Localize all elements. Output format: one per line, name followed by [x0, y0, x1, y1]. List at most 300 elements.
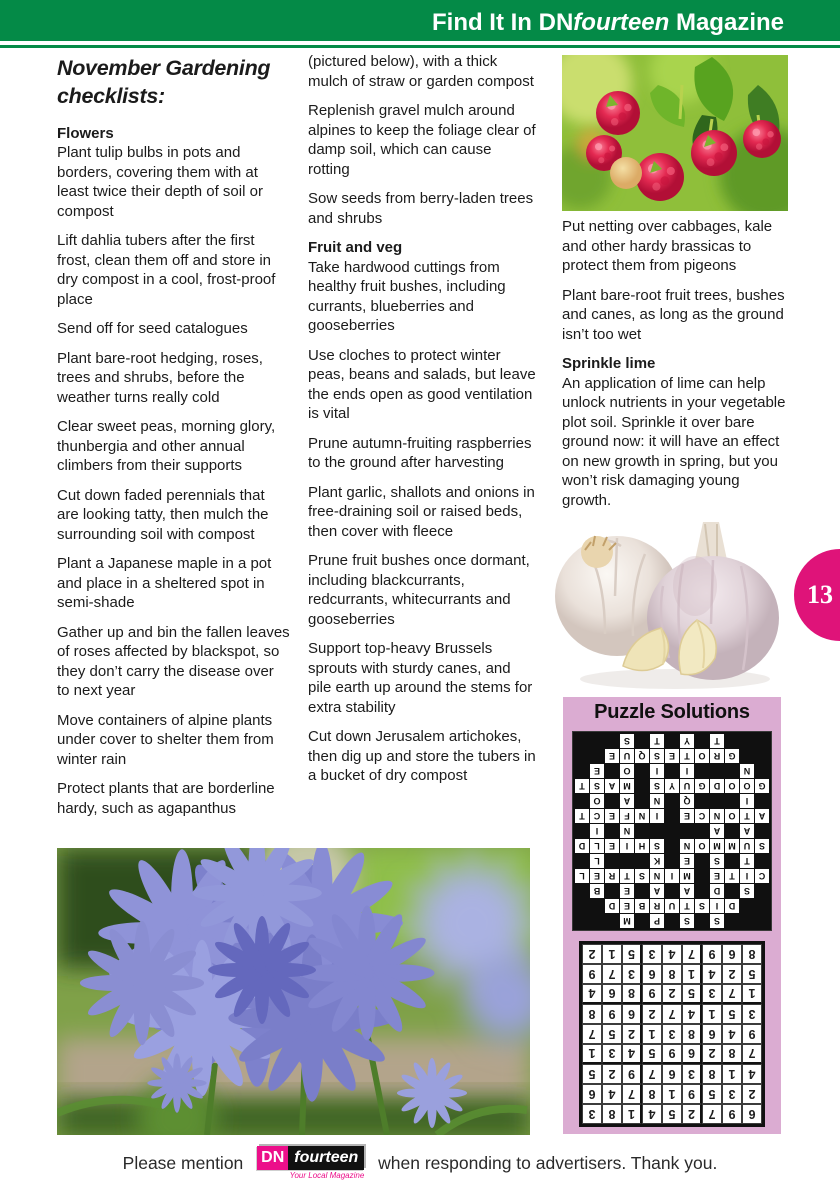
crossword-cell: L — [590, 839, 604, 853]
sudoku-grid — [579, 941, 765, 1127]
crossword-cell: S — [650, 749, 664, 763]
crossword-cell — [590, 914, 604, 928]
crossword-cell: E — [620, 884, 634, 898]
sudoku-cell: 2 — [642, 1004, 662, 1024]
paragraph: Plant garlic, shallots and onions in free-draining soil or raised beds, then cover with fleece — [308, 483, 535, 540]
crossword-cell: S — [710, 914, 724, 928]
sudoku-cell: 8 — [622, 984, 642, 1004]
crossword-cell: N — [635, 809, 649, 823]
crossword-cell: M — [710, 839, 724, 853]
crossword-cell — [575, 734, 589, 748]
dnfourteen-logo — [257, 1146, 364, 1181]
crossword-cell: E — [620, 899, 634, 913]
crossword-cell: E — [590, 764, 604, 778]
crossword-cell — [755, 794, 769, 808]
sudoku-cell: 5 — [642, 1044, 662, 1064]
crossword-cell: C — [590, 809, 604, 823]
sudoku-cell: 2 — [622, 1024, 642, 1044]
crossword-cell — [695, 794, 709, 808]
dnfourteen-logo-boxes — [257, 1146, 364, 1170]
crossword-cell: I — [650, 764, 664, 778]
paragraph: Plant tulip bulbs in pots and borders, covering them with at least twice their depth of soil or compost — [57, 144, 263, 220]
crossword-cell: Q — [680, 794, 694, 808]
crossword-cell — [635, 884, 649, 898]
sudoku-cell: 4 — [702, 964, 722, 984]
sudoku-cell: 7 — [642, 1064, 662, 1084]
crossword-cell: F — [620, 809, 634, 823]
sudoku-cell: 2 — [682, 1104, 702, 1124]
crossword-cell — [605, 824, 619, 838]
footer — [0, 1146, 840, 1181]
crossword-cell: M — [680, 869, 694, 883]
paragraph: Send off for seed catalogues — [57, 320, 248, 338]
sudoku-cell: 7 — [582, 1024, 602, 1044]
crossword-cell: E — [710, 869, 724, 883]
crossword-cell — [635, 854, 649, 868]
sudoku-cell: 2 — [702, 1044, 722, 1064]
logo-dn: DN — [257, 1146, 288, 1170]
crossword-cell: E — [680, 854, 694, 868]
crossword-cell: M — [620, 779, 634, 793]
sudoku-cell: 7 — [682, 944, 702, 964]
sudoku-cell: 1 — [642, 1024, 662, 1044]
sudoku-cell: 7 — [702, 1104, 722, 1124]
crossword-cell: M — [725, 839, 739, 853]
crossword-cell: A — [605, 779, 619, 793]
crossword-cell — [740, 734, 754, 748]
crossword-cell — [590, 734, 604, 748]
crossword-cell: U — [665, 899, 679, 913]
sudoku-cell: 3 — [682, 1064, 702, 1084]
sudoku-cell: 2 — [602, 1064, 622, 1084]
crossword-cell: I — [665, 869, 679, 883]
crossword-cell: O — [740, 779, 754, 793]
sudoku-cell: 2 — [662, 984, 682, 1004]
sudoku-cell: 4 — [622, 1044, 642, 1064]
crossword-cell: T — [650, 734, 664, 748]
sudoku-cell: 6 — [722, 944, 742, 964]
agapanthus-photo — [57, 848, 530, 1135]
crossword-cell: I — [680, 764, 694, 778]
crossword-cell: D — [605, 899, 619, 913]
section-heading: Sprinkle lime — [562, 355, 656, 372]
sudoku-cell: 1 — [702, 1004, 722, 1024]
sudoku-cell: 1 — [662, 1084, 682, 1104]
sudoku-cell: 6 — [602, 984, 622, 1004]
crossword-cell: N — [680, 839, 694, 853]
crossword-cell: T — [575, 809, 589, 823]
crossword-cell: O — [590, 794, 604, 808]
page-number-badge — [794, 549, 840, 641]
crossword-cell — [665, 854, 679, 868]
header-brand-dn: DN — [538, 9, 574, 36]
crossword-cell — [695, 884, 709, 898]
crossword-cell: T — [620, 869, 634, 883]
sudoku-cell: 8 — [722, 1044, 742, 1064]
crossword-cell — [635, 824, 649, 838]
crossword-cell — [755, 764, 769, 778]
sudoku-cell: 1 — [622, 1104, 642, 1124]
sudoku-cell: 7 — [742, 1044, 762, 1064]
header-title — [432, 9, 784, 37]
sudoku-cell: 1 — [602, 944, 622, 964]
crossword-cell: E — [665, 749, 679, 763]
sudoku-cell: 1 — [582, 1044, 602, 1064]
sudoku-cell: 9 — [642, 984, 662, 1004]
crossword-cell: A — [650, 884, 664, 898]
sudoku-cell: 9 — [582, 964, 602, 984]
crossword-cell: N — [710, 809, 724, 823]
crossword-cell: D — [725, 899, 739, 913]
paragraph: Cut down faded perennials that are looking tatty, then mulch the surrounding soil with compost — [57, 486, 269, 543]
crossword-cell — [575, 764, 589, 778]
sudoku-cell: 4 — [602, 1084, 622, 1104]
sudoku-cell: 5 — [582, 1064, 602, 1084]
crossword-cell: S — [695, 899, 709, 913]
crossword-cell: A — [710, 824, 724, 838]
header-prefix: Find It In — [431, 9, 539, 36]
crossword-cell: I — [650, 809, 664, 823]
sudoku-cell: 7 — [662, 1004, 682, 1024]
crossword-cell: S — [650, 839, 664, 853]
crossword-cell — [740, 899, 754, 913]
column-right — [562, 217, 789, 520]
header-brand-fourteen: fourteen — [573, 9, 670, 36]
sudoku-cell: 2 — [582, 944, 602, 964]
crossword-cell: I — [620, 839, 634, 853]
sudoku-cell: 4 — [682, 1004, 702, 1024]
sudoku-cell: 5 — [662, 1104, 682, 1124]
crossword-cell — [635, 734, 649, 748]
logo-fourteen: fourteen — [288, 1146, 364, 1170]
crossword-cell — [590, 749, 604, 763]
crossword-cell: T — [680, 749, 694, 763]
crossword-cell: P — [650, 914, 664, 928]
crossword-cell: I — [710, 899, 724, 913]
crossword-cell: S — [620, 734, 634, 748]
crossword-cell: T — [740, 809, 754, 823]
crossword-cell — [605, 854, 619, 868]
crossword-cell: M — [620, 914, 634, 928]
crossword-cell — [620, 854, 634, 868]
paragraph: Put netting over cabbages, kale and other hardy brassicas to protect them from pigeons — [562, 218, 773, 274]
sudoku-cell: 6 — [742, 1104, 762, 1124]
sudoku-cell: 8 — [742, 944, 762, 964]
paragraph: Plant a Japanese maple in a pot and place in a sheltered spot in semi-shade — [57, 555, 272, 612]
sudoku-cell: 3 — [702, 984, 722, 1004]
crossword-cell: E — [605, 749, 619, 763]
crossword-cell — [635, 764, 649, 778]
sudoku-cell: 3 — [582, 1104, 602, 1124]
sudoku-cell: 6 — [642, 964, 662, 984]
paragraph: (pictured below), with a thick mulch of straw or garden compost — [308, 53, 534, 90]
crossword-cell — [635, 914, 649, 928]
paragraph: Take hardwood cuttings from healthy fruit bushes, including currants, blueberries and gooseberries — [308, 258, 506, 334]
crossword-cell: G — [755, 779, 769, 793]
crossword-cell — [575, 899, 589, 913]
crossword-cell: S — [650, 779, 664, 793]
sudoku-cell: 3 — [642, 944, 662, 964]
crossword-cell — [755, 884, 769, 898]
crossword-cell: Y — [680, 734, 694, 748]
crossword-cell: S — [680, 914, 694, 928]
paragraph: Plant bare-root fruit trees, bushes and canes, as long as the ground isn’t too wet — [562, 286, 785, 343]
sudoku-cell: 6 — [662, 1064, 682, 1084]
paragraph: Lift dahlia tubers after the first frost, clean them off and store in dry compost in a cool, frost-proof place — [57, 232, 276, 308]
crossword-cell — [725, 824, 739, 838]
crossword-cell — [755, 749, 769, 763]
sudoku-cell: 8 — [702, 1064, 722, 1084]
paragraph: Sow seeds from berry-laden trees and shrubs — [308, 190, 534, 227]
crossword-cell — [665, 809, 679, 823]
crossword-cell — [665, 839, 679, 853]
crossword-cell: D — [710, 779, 724, 793]
crossword-cell — [605, 764, 619, 778]
sudoku-cell: 8 — [662, 964, 682, 984]
crossword-cell: L — [590, 854, 604, 868]
crossword-cell: C — [755, 869, 769, 883]
sudoku-cell: 9 — [722, 1104, 742, 1124]
sudoku-cell: 5 — [682, 984, 702, 1004]
crossword-cell — [665, 884, 679, 898]
crossword-cell: Q — [635, 749, 649, 763]
crossword-cell — [695, 869, 709, 883]
sudoku-cell: 7 — [722, 984, 742, 1004]
crossword-cell — [710, 764, 724, 778]
sudoku-cell: 9 — [742, 1024, 762, 1044]
crossword-cell — [575, 794, 589, 808]
crossword-cell — [605, 734, 619, 748]
puzzle-solutions-title: Puzzle Solutions — [594, 701, 750, 723]
sudoku-cell: 5 — [702, 1084, 722, 1104]
crossword-cell — [725, 794, 739, 808]
crossword-cell: H — [635, 839, 649, 853]
crossword-cell — [665, 794, 679, 808]
crossword-cell: T — [740, 854, 754, 868]
crossword-cell: U — [740, 839, 754, 853]
crossword-cell: U — [680, 779, 694, 793]
crossword-cell — [575, 884, 589, 898]
crossword-cell: O — [725, 809, 739, 823]
crossword-cell: O — [725, 779, 739, 793]
column-title: November Gardening checklists: — [57, 56, 271, 108]
crossword-cell — [755, 734, 769, 748]
sudoku-cell: 5 — [722, 1004, 742, 1024]
sudoku-cell: 4 — [722, 1024, 742, 1044]
sudoku-cell: 9 — [702, 944, 722, 964]
paragraph: Support top-heavy Brussels sprouts with sturdy canes, and pile earth up around the stems for extra stability — [308, 640, 533, 716]
crossword-cell — [695, 914, 709, 928]
crossword-cell — [665, 734, 679, 748]
sudoku-cell: 8 — [642, 1084, 662, 1104]
crossword-cell: D — [710, 884, 724, 898]
crossword-cell: T — [680, 899, 694, 913]
paragraph: Move containers of alpine plants under cover to shelter them from winter rain — [57, 711, 274, 768]
crossword-cell — [725, 764, 739, 778]
sudoku-cell: 7 — [622, 1084, 642, 1104]
crossword-cell: O — [695, 839, 709, 853]
sudoku-cell: 2 — [722, 964, 742, 984]
paragraph: Prune fruit bushes once dormant, including blackcurrants, redcurrants, whitecurrants and gooseberries — [308, 552, 530, 628]
column-middle — [308, 52, 537, 796]
crossword-cell: D — [575, 839, 589, 853]
crossword-cell: E — [605, 839, 619, 853]
crossword-cell — [755, 824, 769, 838]
crossword-cell — [665, 914, 679, 928]
crossword-cell: A — [740, 824, 754, 838]
crossword-cell — [665, 824, 679, 838]
crossword-cell: U — [620, 749, 634, 763]
sudoku-cell: 3 — [662, 1024, 682, 1044]
sudoku-cell: 9 — [682, 1084, 702, 1104]
crossword-cell: S — [590, 779, 604, 793]
crossword-cell: I — [590, 824, 604, 838]
crossword-cell: T — [710, 734, 724, 748]
crossword-cell: R — [710, 749, 724, 763]
sudoku-cell: 8 — [582, 1004, 602, 1024]
crossword-cell: G — [725, 749, 739, 763]
crossword-cell: E — [605, 809, 619, 823]
crossword-cell: C — [695, 809, 709, 823]
crossword-cell — [635, 779, 649, 793]
sudoku-cell: 4 — [742, 1064, 762, 1084]
sudoku-cell: 3 — [722, 1084, 742, 1104]
paragraph: Use cloches to protect winter peas, beans and salads, but leave the ends open as good ventilation is vital — [308, 346, 536, 422]
sudoku-cell: 1 — [742, 984, 762, 1004]
crossword-cell — [665, 764, 679, 778]
crossword-cell — [680, 824, 694, 838]
paragraph: Prune autumn-fruiting raspberries to the ground after harvesting — [308, 434, 532, 471]
raspberries-photo — [562, 55, 788, 211]
crossword-cell: E — [590, 869, 604, 883]
header-suffix: Magazine — [669, 9, 784, 36]
sudoku-cell: 2 — [742, 1084, 762, 1104]
footer-post-text: when responding to advertisers. Thank you. — [378, 1153, 718, 1173]
sudoku-cell: 9 — [622, 1064, 642, 1084]
sudoku-cell: 6 — [682, 1044, 702, 1064]
crossword-cell — [725, 734, 739, 748]
crossword-grid — [572, 731, 772, 931]
sudoku-cell: 3 — [742, 1004, 762, 1024]
sudoku-cell: 5 — [742, 964, 762, 984]
logo-tagline: Your Local Magazine — [289, 1171, 365, 1180]
sudoku-cell: 3 — [602, 1044, 622, 1064]
sudoku-cell: 4 — [582, 984, 602, 1004]
footer-pre-text: Please mention — [122, 1153, 244, 1173]
crossword-cell: I — [740, 869, 754, 883]
crossword-cell — [755, 914, 769, 928]
crossword-cell: O — [620, 764, 634, 778]
sudoku-cell: 7 — [602, 964, 622, 984]
sudoku-cell: 9 — [662, 1044, 682, 1064]
sudoku-cell: 6 — [702, 1024, 722, 1044]
crossword-cell — [725, 914, 739, 928]
crossword-cell — [725, 854, 739, 868]
sudoku-cell: 1 — [722, 1064, 742, 1084]
crossword-cell — [605, 914, 619, 928]
crossword-cell: T — [725, 869, 739, 883]
crossword-cell: L — [575, 869, 589, 883]
crossword-cell: B — [635, 899, 649, 913]
crossword-cell — [605, 794, 619, 808]
column-left — [57, 55, 290, 828]
crossword-cell: N — [740, 764, 754, 778]
crossword-cell: K — [650, 854, 664, 868]
page-number: 13 — [807, 580, 833, 609]
crossword-cell: Y — [665, 779, 679, 793]
sudoku-cell: 3 — [622, 964, 642, 984]
crossword-cell: N — [650, 869, 664, 883]
crossword-cell — [695, 824, 709, 838]
crossword-cell: A — [755, 809, 769, 823]
sudoku-cell: 6 — [582, 1084, 602, 1104]
crossword-cell: O — [695, 749, 709, 763]
crossword-cell: N — [620, 824, 634, 838]
crossword-cell — [575, 914, 589, 928]
sudoku-cell: 8 — [682, 1024, 702, 1044]
sudoku-cell: 4 — [642, 1104, 662, 1124]
crossword-cell — [725, 884, 739, 898]
crossword-cell — [710, 794, 724, 808]
crossword-cell: E — [680, 809, 694, 823]
sudoku-cell: 8 — [602, 1104, 622, 1124]
crossword-cell: S — [740, 884, 754, 898]
crossword-cell: S — [755, 839, 769, 853]
crossword-cell: R — [605, 869, 619, 883]
paragraph: Replenish gravel mulch around alpines to keep the foliage clear of damp soil, which can cause rotting — [308, 102, 536, 178]
crossword-cell — [755, 854, 769, 868]
garlic-photo — [545, 516, 800, 694]
crossword-cell — [695, 734, 709, 748]
crossword-cell — [575, 854, 589, 868]
crossword-cell: B — [590, 884, 604, 898]
section-heading: Fruit and veg — [308, 239, 403, 256]
crossword-cell — [575, 824, 589, 838]
crossword-cell: N — [650, 794, 664, 808]
crossword-cell — [590, 899, 604, 913]
paragraph: Protect plants that are borderline hardy, such as agapanthus — [57, 780, 275, 817]
crossword-cell: I — [740, 794, 754, 808]
paragraph: An application of lime can help unlock nutrients in your vegetable plot soil. Sprinkle it over bare ground now: it will have an effect on new growth in spring, but you won’t risk damaging young growth. — [562, 374, 786, 509]
crossword-cell: R — [650, 899, 664, 913]
sudoku-cell: 9 — [602, 1004, 622, 1024]
crossword-cell: S — [710, 854, 724, 868]
paragraph: Clear sweet peas, morning glory, thunbergia and other annual climbers from their supports — [57, 418, 276, 475]
header-rule — [0, 45, 840, 48]
sudoku-cell: 5 — [602, 1024, 622, 1044]
puzzle-solutions-box — [563, 697, 781, 1134]
crossword-cell — [740, 749, 754, 763]
crossword-cell — [575, 749, 589, 763]
crossword-cell: A — [620, 794, 634, 808]
sudoku-cell: 5 — [622, 944, 642, 964]
paragraph: Gather up and bin the fallen leaves of roses affected by blackspot, so they don’t carry the disease over to next year — [57, 623, 290, 700]
paragraph: Cut down Jerusalem artichokes, then dig up and store the tubers in a bucket of dry compost — [308, 728, 536, 784]
crossword-cell — [695, 764, 709, 778]
crossword-cell: S — [635, 869, 649, 883]
sudoku-cell: 6 — [622, 1004, 642, 1024]
section-heading: Flowers — [57, 124, 114, 142]
crossword-cell: A — [680, 884, 694, 898]
paragraph: Plant bare-root hedging, roses, trees and shrubs, before the weather turns really cold — [57, 349, 263, 406]
sudoku-cell: 1 — [682, 964, 702, 984]
crossword-cell — [740, 914, 754, 928]
crossword-cell — [650, 824, 664, 838]
crossword-cell — [755, 899, 769, 913]
sudoku-cell: 4 — [662, 944, 682, 964]
crossword-cell — [695, 854, 709, 868]
crossword-cell: G — [695, 779, 709, 793]
